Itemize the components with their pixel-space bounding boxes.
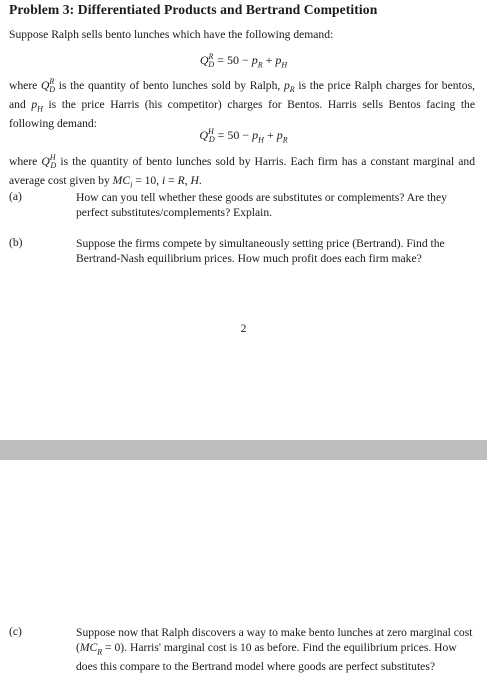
question-a-label: (a) — [9, 190, 22, 203]
page-number: 2 — [240, 323, 247, 335]
intro-text: Suppose Ralph sells bento lunches which have the following demand: — [9, 28, 334, 41]
para-harris-definitions: where $Q^H_D$ is the quantity of bento lunches sold by Harris. Each firm has a constant marginal and average cost given by $MC_i = 10$, i = R, H. — [9, 153, 475, 190]
para-ralph-definitions: where $Q^R_D$ is the quantity of bento lunches sold by Ralph, $p_R$ is the price Ralph charges for bentos, and $p_H$ is the price Harris (his competitor) charges for Bentos. Harris sells Bentos facing the following demand: — [9, 77, 475, 131]
question-c-text: Suppose now that Ralph discovers a way to make bento lunches at zero marginal cost $(MC_R = 0)$. Harris' marginal cost is 10 as before. Find the equilibrium prices. How does this compare to the Bertrand model where goods are perfect substitutes? — [76, 626, 473, 674]
eq1-rendered: $Q^R_D = 50 - p_R + p_H$ — [199, 52, 288, 70]
question-b-label: (b) — [9, 236, 23, 249]
eq2-rendered: $Q^H_D = 50 - p_H + p_R$ — [199, 127, 288, 145]
problem-title: Problem 3: Differentiated Products and Bertrand Competition — [9, 2, 378, 17]
demand-equation-ralph — [0, 52, 487, 69]
question-b-text: Suppose the firms compete by simultaneously setting price (Bertrand). Find the Bertrand-Nash equilibrium prices. How much profit does each firm make? — [76, 237, 445, 265]
page-separator — [0, 440, 487, 460]
question-c-label: (c) — [9, 625, 22, 638]
demand-equation-harris — [0, 127, 487, 144]
question-a-text: How can you tell whether these goods are substitutes or complements? Are they perfect substitutes/complements? Explain. — [76, 191, 447, 219]
